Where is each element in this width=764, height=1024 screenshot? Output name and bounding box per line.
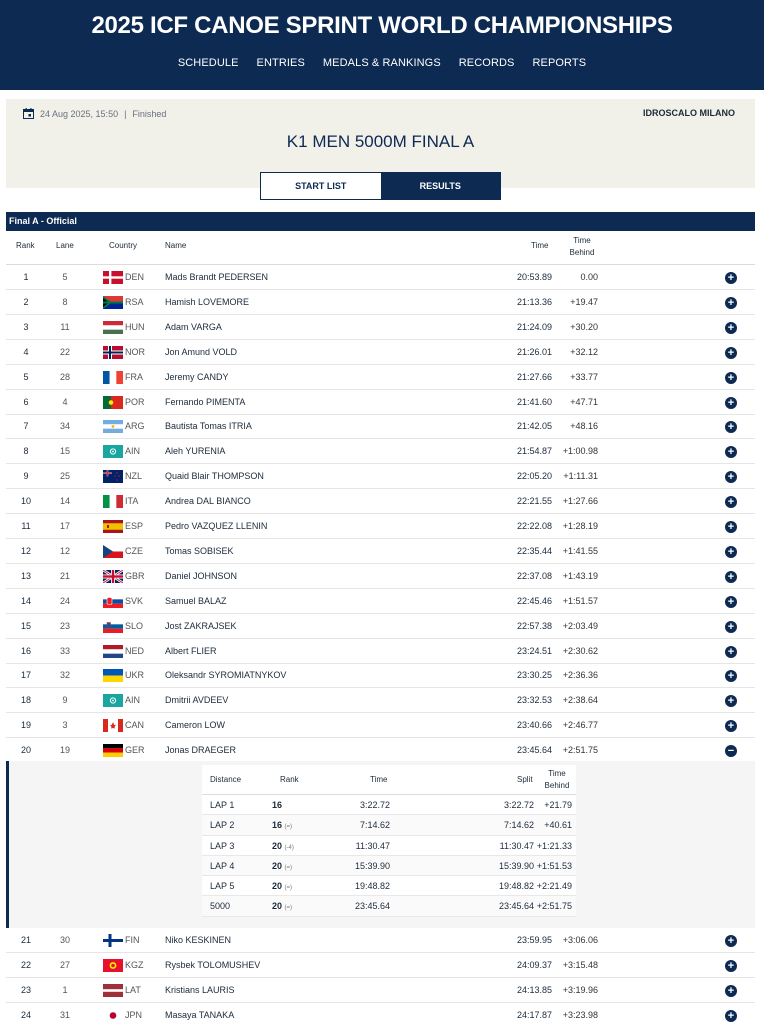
- col-rank: Rank: [16, 241, 35, 250]
- lap-rank-value: 20: [272, 901, 283, 912]
- row-country-code: ARG: [125, 421, 145, 432]
- country-flag-icon: [103, 346, 123, 359]
- row-time-behind: +19.47: [570, 296, 598, 307]
- row-rank: 3: [23, 321, 29, 332]
- row-time: 22:22.08: [516, 521, 552, 531]
- result-row[interactable]: [6, 414, 755, 439]
- result-row[interactable]: [6, 928, 755, 953]
- lap-split: 15:39.90: [498, 860, 534, 871]
- result-row[interactable]: [6, 614, 755, 639]
- row-lane: 23: [59, 620, 70, 631]
- row-country-code: FRA: [125, 371, 143, 382]
- row-time: 22:35.44: [516, 545, 552, 556]
- row-country-code: NOR: [125, 346, 145, 357]
- row-lane: 27: [59, 959, 70, 970]
- row-lane: 21: [59, 570, 70, 581]
- row-time-behind: +1:27.66: [562, 496, 598, 507]
- row-time-behind: +47.71: [570, 396, 598, 407]
- row-lane: 17: [59, 521, 70, 531]
- final-status-bar: Final A - Official: [6, 212, 755, 231]
- row-lane: 33: [59, 645, 70, 656]
- country-flag-icon: [103, 719, 123, 732]
- plus-circle-icon[interactable]: +: [725, 347, 737, 359]
- row-rank: 8: [23, 446, 29, 457]
- row-lane: 25: [59, 471, 70, 482]
- plus-circle-icon[interactable]: +: [725, 521, 737, 533]
- tab-start-list[interactable]: START LIST: [261, 173, 381, 199]
- result-row[interactable]: [6, 953, 755, 978]
- country-flag-icon: [103, 321, 123, 334]
- row-rank: 12: [20, 545, 31, 556]
- lap-distance: LAP 3: [210, 840, 235, 851]
- plus-circle-icon[interactable]: +: [725, 322, 737, 334]
- lap-time: 19:48.82: [354, 881, 390, 892]
- row-lane: 5: [62, 272, 68, 282]
- lap-rank-value: 20: [272, 840, 283, 851]
- row-athlete-name: Jost ZAKRAJSEK: [165, 620, 237, 631]
- row-athlete-name: Jonas DRAEGER: [165, 745, 237, 756]
- country-flag-icon: [103, 1009, 123, 1022]
- row-time-behind: +32.12: [570, 346, 598, 357]
- lap-rows: [202, 795, 576, 917]
- row-athlete-name: Mads Brandt PEDERSEN: [165, 272, 269, 282]
- row-time: 24:13.85: [516, 984, 552, 995]
- lap-distance: LAP 4: [210, 860, 235, 871]
- row-time: 20:53.89: [516, 272, 552, 282]
- lap-rank: [272, 820, 292, 830]
- event-datetime: 24 Aug 2025, 15:50: [40, 108, 119, 119]
- row-athlete-name: Pedro VAZQUEZ LLENIN: [165, 521, 268, 531]
- result-row[interactable]: [6, 738, 755, 763]
- row-country-code: ESP: [125, 521, 144, 531]
- row-country-code: NED: [125, 645, 145, 656]
- col-lane: Lane: [56, 241, 74, 250]
- plus-circle-icon[interactable]: +: [725, 496, 737, 508]
- row-country-code: POR: [125, 396, 145, 407]
- lap-split: 7:14.62: [503, 820, 534, 831]
- row-lane: 1: [62, 984, 68, 995]
- country-flag-icon: [103, 620, 123, 633]
- plus-circle-icon[interactable]: +: [725, 397, 737, 409]
- tab-results[interactable]: RESULTS: [381, 173, 501, 199]
- lap-rank-value: 20: [272, 881, 283, 892]
- lap-row: [202, 815, 576, 835]
- lap-time-behind: +2:51.75: [536, 901, 572, 912]
- lap-distance: LAP 1: [210, 800, 235, 810]
- result-row[interactable]: [6, 639, 755, 664]
- result-row[interactable]: [6, 489, 755, 514]
- country-flag-icon: [103, 984, 123, 997]
- row-athlete-name: Niko KESKINEN: [165, 935, 232, 945]
- row-time: 21:54.87: [516, 446, 552, 457]
- row-lane: 4: [62, 396, 68, 407]
- minus-circle-icon[interactable]: −: [725, 745, 737, 757]
- row-lane: 34: [59, 421, 70, 432]
- row-rank: 17: [20, 670, 31, 681]
- row-country-code: NZL: [125, 471, 143, 482]
- nav-entries[interactable]: ENTRIES: [256, 57, 305, 69]
- row-country-code: DEN: [125, 272, 145, 282]
- lap-rank-change: (=): [284, 824, 293, 831]
- row-country-code: SVK: [125, 595, 144, 606]
- row-athlete-name: Rysbek TOLOMUSHEV: [165, 959, 261, 970]
- country-flag-icon: [103, 371, 123, 384]
- row-rank: 15: [20, 620, 31, 631]
- lap-time-behind: +21.79: [544, 800, 572, 810]
- col-time: Time: [531, 241, 549, 250]
- row-rank: 19: [20, 720, 31, 731]
- result-row[interactable]: [6, 978, 755, 1003]
- row-time-behind: +1:28.19: [562, 521, 598, 531]
- row-athlete-name: Bautista Tomas ITRIA: [165, 421, 252, 432]
- row-rank: 22: [20, 959, 31, 970]
- lap-time: 3:22.72: [359, 800, 390, 810]
- country-flag-icon: [103, 645, 123, 658]
- lap-rank-value: 16: [272, 820, 283, 831]
- row-country-code: GER: [125, 745, 145, 756]
- country-flag-icon: [103, 744, 123, 757]
- row-lane: 15: [59, 446, 70, 457]
- lap-rank: [272, 841, 294, 851]
- row-time: 23:59.95: [516, 935, 552, 945]
- row-country-code: AIN: [125, 446, 141, 457]
- lap-time-behind: +40.61: [544, 820, 572, 831]
- col-name: Name: [165, 241, 187, 250]
- country-flag-icon: [103, 694, 123, 707]
- plus-circle-icon[interactable]: +: [725, 596, 737, 608]
- result-row[interactable]: [6, 663, 755, 688]
- lap-rank-change: (=): [284, 905, 293, 912]
- country-flag-icon: [103, 495, 123, 508]
- result-row[interactable]: [6, 464, 755, 489]
- result-row[interactable]: [6, 713, 755, 738]
- plus-circle-icon[interactable]: +: [725, 960, 737, 972]
- row-rank: 2: [23, 296, 29, 307]
- row-time: 23:32.53: [516, 695, 552, 706]
- row-time-behind: +1:41.55: [562, 545, 598, 556]
- row-lane: 30: [59, 935, 70, 945]
- lap-col-time: Time: [370, 775, 388, 784]
- event-status: Finished: [132, 108, 167, 119]
- row-time-behind: +3:15.48: [562, 959, 598, 970]
- row-country-code: LAT: [125, 984, 141, 995]
- row-athlete-name: Kristians LAURIS: [165, 984, 235, 995]
- row-time-behind: +2:30.62: [562, 645, 598, 656]
- plus-circle-icon[interactable]: +: [725, 720, 737, 732]
- lap-row: [202, 795, 576, 815]
- row-time-behind: +2:38.64: [562, 695, 598, 706]
- plus-circle-icon[interactable]: +: [725, 471, 737, 483]
- row-time: 23:45.64: [516, 745, 552, 756]
- plus-circle-icon[interactable]: +: [725, 646, 737, 658]
- plus-circle-icon[interactable]: +: [725, 621, 737, 633]
- lap-split: 11:30.47: [499, 840, 534, 851]
- country-flag-icon: [103, 669, 123, 682]
- event-title: K1 MEN 5000M FINAL A: [286, 132, 475, 151]
- top-header: [0, 0, 764, 90]
- row-time-behind: +2:46.77: [562, 720, 598, 731]
- row-lane: 32: [59, 670, 70, 681]
- country-flag-icon: [103, 420, 123, 433]
- plus-circle-icon[interactable]: +: [725, 935, 737, 947]
- row-time-behind: +48.16: [570, 421, 598, 432]
- lap-time-behind: +1:21.33: [536, 840, 572, 851]
- row-time-behind: +1:43.19: [562, 570, 598, 581]
- lap-distance: LAP 2: [210, 820, 235, 831]
- row-rank: 21: [20, 935, 31, 945]
- lap-rank-value: 16: [272, 800, 283, 810]
- row-lane: 31: [59, 1009, 70, 1020]
- row-time-behind: +33.77: [570, 371, 598, 382]
- row-lane: 9: [62, 695, 68, 706]
- event-venue: IDROSCALO MILANO: [643, 108, 735, 118]
- row-time-behind: +1:11.31: [563, 471, 598, 482]
- row-time: 21:13.36: [516, 296, 552, 307]
- row-rank: 20: [20, 745, 31, 756]
- plus-circle-icon[interactable]: +: [725, 695, 737, 707]
- row-country-code: ITA: [125, 496, 139, 507]
- lap-table: [202, 765, 576, 917]
- row-athlete-name: Jon Amund VOLD: [165, 346, 238, 357]
- row-rank: 11: [21, 521, 31, 531]
- nav-records[interactable]: RECORDS: [458, 57, 515, 69]
- plus-circle-icon[interactable]: +: [725, 985, 737, 997]
- lap-distance: LAP 5: [210, 881, 235, 892]
- lap-table-header: [202, 765, 576, 795]
- result-row[interactable]: [6, 539, 755, 564]
- nav-schedule[interactable]: SCHEDULE: [177, 57, 239, 69]
- col-time-behind: Time Behind: [569, 236, 595, 257]
- view-tabs: [260, 172, 501, 200]
- event-meta: [23, 108, 166, 119]
- row-athlete-name: Adam VARGA: [165, 321, 222, 332]
- country-flag-icon: [103, 959, 123, 972]
- championship-title: 2025 ICF CANOE SPRINT WORLD CHAMPIONSHIPS: [91, 12, 673, 39]
- lap-row: [202, 876, 576, 896]
- row-time: 22:57.38: [516, 620, 552, 631]
- lap-split: 3:22.72: [503, 800, 534, 810]
- lap-rank: [272, 861, 292, 871]
- row-athlete-name: Samuel BALAZ: [165, 595, 227, 606]
- row-time-behind: +1:51.57: [562, 595, 598, 606]
- row-time: 21:26.01: [516, 346, 552, 357]
- plus-circle-icon[interactable]: +: [725, 546, 737, 558]
- plus-circle-icon[interactable]: +: [725, 1010, 737, 1022]
- main-nav: [0, 57, 764, 69]
- calendar-icon: [23, 108, 34, 119]
- row-lane: 14: [59, 496, 70, 507]
- plus-circle-icon[interactable]: +: [725, 446, 737, 458]
- nav-medals-rankings[interactable]: MEDALS & RANKINGS: [322, 57, 441, 69]
- lap-time-behind: +1:51.53: [536, 860, 572, 871]
- lap-rank: [272, 901, 292, 911]
- country-flag-icon: [103, 396, 123, 409]
- row-athlete-name: Jeremy CANDY: [165, 371, 229, 382]
- row-country-code: RSA: [125, 296, 144, 307]
- row-rank: 14: [20, 595, 31, 606]
- result-row[interactable]: [6, 290, 755, 315]
- row-rank: 16: [20, 645, 31, 656]
- result-row[interactable]: [6, 365, 755, 390]
- plus-circle-icon[interactable]: +: [725, 571, 737, 583]
- result-row[interactable]: [6, 514, 755, 539]
- row-time: 21:27.66: [516, 371, 552, 382]
- row-country-code: GBR: [125, 570, 145, 581]
- plus-circle-icon[interactable]: +: [725, 670, 737, 682]
- lap-rank-change: (-4): [284, 844, 294, 851]
- row-time: 22:45.46: [516, 595, 552, 606]
- row-country-code: HUN: [125, 321, 145, 332]
- row-country-code: JPN: [125, 1009, 143, 1020]
- result-row[interactable]: [6, 564, 755, 589]
- result-row[interactable]: [6, 688, 755, 713]
- row-athlete-name: Aleh YURENIA: [165, 446, 226, 457]
- row-rank: 23: [20, 984, 31, 995]
- plus-circle-icon[interactable]: +: [725, 297, 737, 309]
- country-flag-icon: [103, 595, 123, 608]
- row-lane: 28: [59, 371, 70, 382]
- row-time: 23:30.25: [516, 670, 552, 681]
- row-time: 23:40.66: [516, 720, 552, 731]
- country-flag-icon: [103, 296, 123, 309]
- row-athlete-name: Daniel JOHNSON: [165, 570, 238, 581]
- row-time: 24:17.87: [516, 1009, 552, 1020]
- row-lane: 11: [60, 321, 70, 332]
- row-time-behind: +3:19.96: [562, 984, 598, 995]
- row-athlete-name: Dmitrii AVDEEV: [165, 695, 229, 706]
- lap-row: [202, 836, 576, 856]
- row-time: 21:42.05: [516, 421, 552, 432]
- country-flag-icon: [103, 520, 123, 533]
- row-time-behind: +2:36.36: [562, 670, 598, 681]
- lap-row: [202, 896, 576, 916]
- row-lane: 24: [59, 595, 70, 606]
- plus-circle-icon[interactable]: +: [725, 272, 737, 284]
- lap-col-distance: Distance: [210, 775, 242, 784]
- country-flag-icon: [103, 545, 123, 558]
- row-athlete-name: Albert FLIER: [165, 645, 217, 656]
- result-row[interactable]: [6, 439, 755, 464]
- row-time: 22:37.08: [516, 570, 552, 581]
- lap-rank-change: (=): [284, 864, 293, 871]
- row-athlete-name: Masaya TANAKA: [165, 1009, 235, 1020]
- row-time-behind: +1:00.98: [562, 446, 598, 457]
- row-rank: 5: [23, 371, 29, 382]
- row-athlete-name: Hamish LOVEMORE: [165, 296, 250, 307]
- row-athlete-name: Cameron LOW: [165, 720, 226, 731]
- lap-rank: [272, 800, 282, 810]
- row-time: 21:41.60: [516, 396, 552, 407]
- row-time-behind: +30.20: [570, 321, 598, 332]
- event-panel: [6, 99, 755, 191]
- row-rank: 9: [23, 471, 29, 482]
- lap-rank-value: 20: [272, 860, 283, 871]
- lap-split: 19:48.82: [498, 881, 534, 892]
- row-rank: 24: [20, 1009, 31, 1020]
- country-flag-icon: [103, 445, 123, 458]
- lap-time-behind: +2:21.49: [536, 881, 572, 892]
- country-flag-icon: [103, 470, 123, 483]
- row-athlete-name: Tomas SOBISEK: [165, 545, 234, 556]
- row-time-behind: +2:51.75: [562, 745, 598, 756]
- row-country-code: UKR: [125, 670, 145, 681]
- row-rank: 13: [20, 570, 31, 581]
- lap-rank: [272, 881, 292, 891]
- row-time: 23:24.51: [516, 645, 552, 656]
- lap-distance: 5000: [210, 901, 231, 912]
- row-rank: 10: [20, 496, 31, 507]
- row-lane: 19: [59, 745, 70, 756]
- col-country: Country: [109, 241, 138, 250]
- results-header: [6, 231, 755, 265]
- plus-circle-icon[interactable]: +: [725, 421, 737, 433]
- result-row[interactable]: [6, 589, 755, 614]
- row-country-code: KGZ: [125, 959, 144, 970]
- row-athlete-name: Quaid Blair THOMPSON: [165, 471, 264, 482]
- result-row[interactable]: [6, 390, 755, 415]
- row-athlete-name: Andrea DAL BIANCO: [165, 496, 251, 507]
- row-time-behind: 0.00: [580, 272, 598, 282]
- country-flag-icon: [103, 934, 123, 947]
- split-details-panel: [6, 761, 755, 928]
- result-row[interactable]: [6, 265, 755, 290]
- row-lane: 22: [59, 346, 70, 357]
- row-country-code: FIN: [125, 935, 140, 945]
- meta-separator: |: [124, 108, 127, 119]
- row-time: 22:05.20: [516, 471, 552, 482]
- row-rank: 4: [23, 346, 29, 357]
- plus-circle-icon[interactable]: +: [725, 372, 737, 384]
- lap-col-split: Split: [517, 775, 533, 784]
- row-rank: 6: [23, 396, 29, 407]
- lap-time: 23:45.64: [354, 901, 390, 912]
- row-time: 24:09.37: [516, 959, 552, 970]
- row-lane: 12: [59, 545, 70, 556]
- lap-rank-change: (=): [284, 885, 293, 892]
- row-time-behind: +3:23.98: [562, 1009, 598, 1020]
- result-row[interactable]: [6, 1003, 755, 1024]
- row-rank: 18: [20, 695, 31, 706]
- lap-row: [202, 856, 576, 876]
- lap-time: 7:14.62: [359, 820, 390, 831]
- country-flag-icon: [103, 271, 123, 284]
- lap-col-behind: Time Behind: [544, 769, 570, 790]
- lap-col-rank: Rank: [280, 775, 299, 784]
- nav-reports[interactable]: REPORTS: [532, 57, 587, 69]
- result-row[interactable]: [6, 315, 755, 340]
- row-athlete-name: Oleksandr SYROMIATNYKOV: [165, 670, 287, 681]
- row-rank: 1: [23, 272, 29, 282]
- row-country-code: CAN: [125, 720, 145, 731]
- row-time-behind: +3:06.06: [562, 935, 598, 945]
- row-country-code: SLO: [125, 620, 144, 631]
- lap-split: 23:45.64: [498, 901, 534, 912]
- row-time: 22:21.55: [516, 496, 552, 507]
- lap-time: 11:30.47: [355, 840, 390, 851]
- row-rank: 7: [23, 421, 29, 432]
- lap-time: 15:39.90: [354, 860, 390, 871]
- row-time: 21:24.09: [516, 321, 552, 332]
- country-flag-icon: [103, 570, 123, 583]
- row-country-code: AIN: [125, 695, 141, 706]
- result-row[interactable]: [6, 340, 755, 365]
- row-athlete-name: Fernando PIMENTA: [165, 396, 246, 407]
- row-time-behind: +2:03.49: [562, 620, 598, 631]
- row-lane: 8: [62, 296, 68, 307]
- row-country-code: CZE: [125, 545, 143, 556]
- row-lane: 3: [62, 720, 68, 731]
